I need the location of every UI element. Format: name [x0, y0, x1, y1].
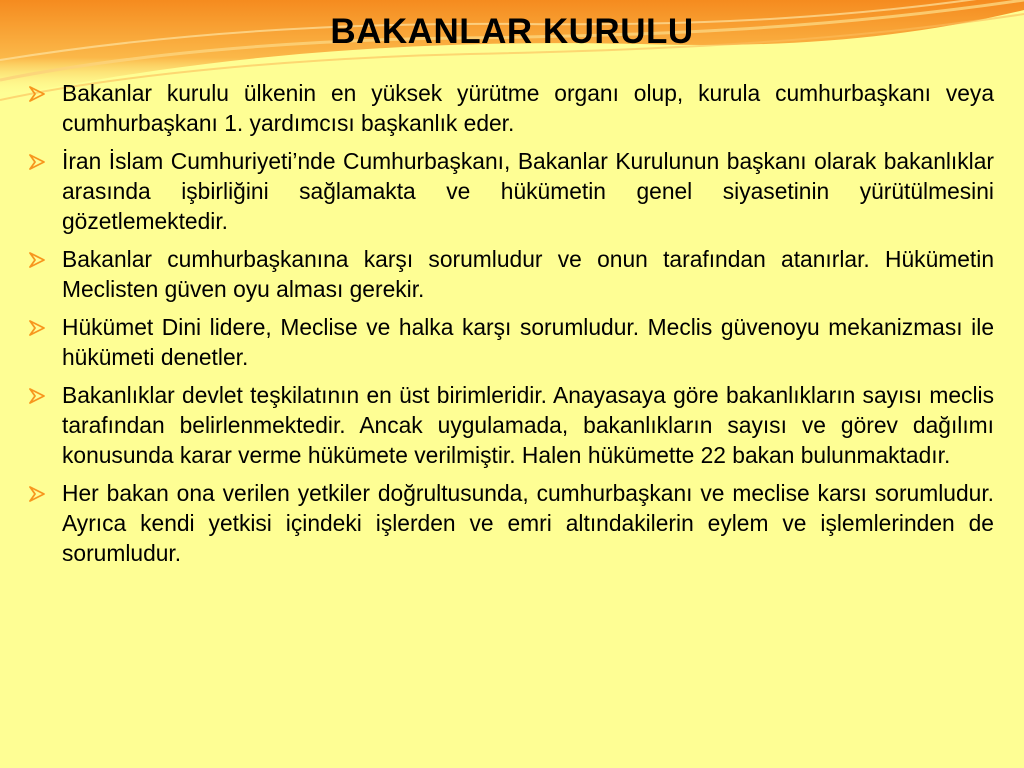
bullet-item [28, 78, 994, 138]
bullet-item [28, 146, 994, 236]
bullet-text: İran İslam Cumhuriyeti’nde Cumhurbaşkanı, Bakanlar Kurulunun başkanı olarak bakanlıklar arasında işbirliğini sağlamakta ve hükümetin genel siyasetinin yürütülmesini gözetlemektedir. [62, 148, 994, 234]
arrow-bullet-icon [28, 252, 46, 268]
bullet-list [28, 78, 994, 576]
bullet-item [28, 312, 994, 372]
arrow-bullet-icon [28, 154, 46, 170]
bullet-item [28, 380, 994, 470]
bullet-item [28, 244, 994, 304]
arrow-bullet-icon [28, 86, 46, 102]
bullet-text: Her bakan ona verilen yetkiler doğrultusunda, cumhurbaşkanı ve meclise karsı sorumludur. Ayrıca kendi yetkisi içindeki işlerden ve emri altındakilerin eylem ve işlemlerinden de sorumludur. [62, 480, 994, 566]
bullet-item [28, 478, 994, 568]
arrow-bullet-icon [28, 320, 46, 336]
slide-title: BAKANLAR KURULU [330, 12, 694, 51]
arrow-bullet-icon [28, 486, 46, 502]
bullet-text: Bakanlar kurulu ülkenin en yüksek yürütme organı olup, kurula cumhurbaşkanı veya cumhurbaşkanı 1. yardımcısı başkanlık eder. [62, 80, 994, 136]
arrow-bullet-icon [28, 388, 46, 404]
bullet-text: Hükümet Dini lidere, Meclise ve halka karşı sorumludur. Meclis güvenoyu mekanizması ile hükümeti denetler. [62, 314, 994, 370]
bullet-text: Bakanlıklar devlet teşkilatının en üst birimleridir. Anayasaya göre bakanlıkların sayısı meclis tarafından belirlenmektedir. Ancak uygulamada, bakanlıkların sayısı ve görev dağılımı konusunda karar verme hükümete verilmiştir. Halen hükümette 22 bakan bulunmaktadır. [62, 382, 994, 468]
bullet-text: Bakanlar cumhurbaşkanına karşı sorumludur ve onun tarafından atanırlar. Hükümetin Meclisten güven oyu alması gerekir. [62, 246, 994, 302]
